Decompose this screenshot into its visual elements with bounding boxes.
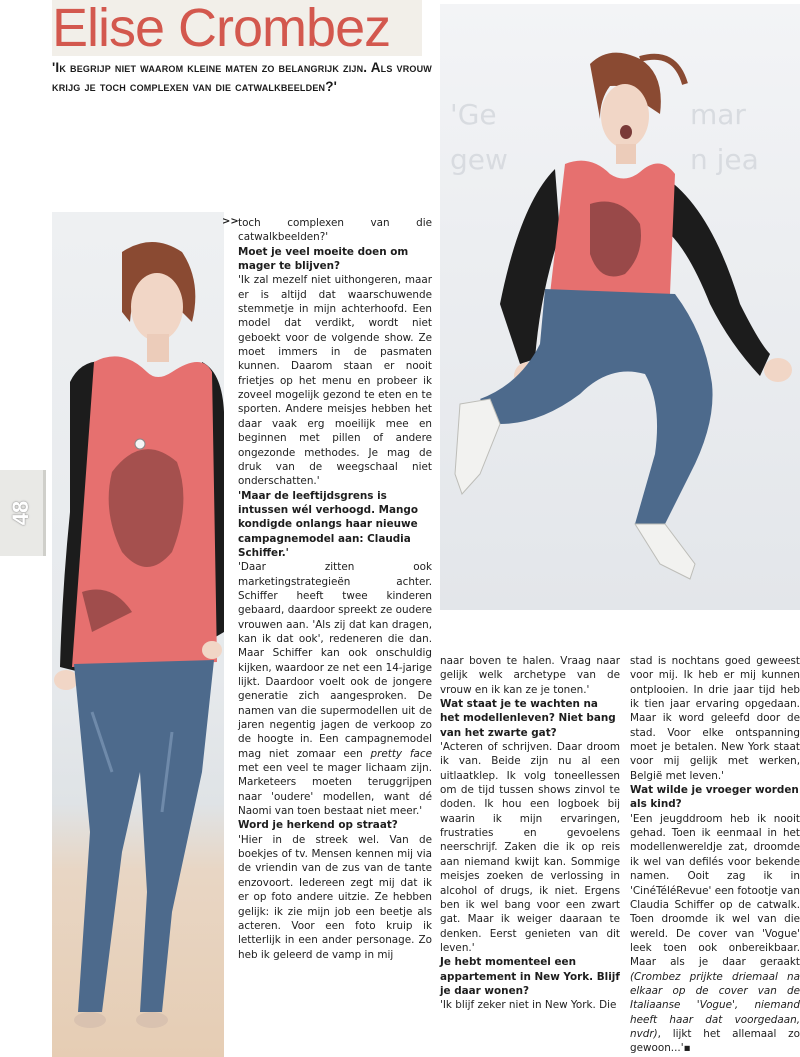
lead-paragraph: toch complexen van die catwalkbeelden?' xyxy=(238,217,432,244)
end-of-article-mark: ▪ xyxy=(683,1042,691,1055)
answer-6-end: , lijkt het allemaal zo gewoon...' xyxy=(630,1027,800,1055)
page-number: 48 xyxy=(8,500,34,526)
answer-2-end: met een veel te mager lichaam zijn. Marketeers moeten teruggrijpen naar 'oudere' modellen, want dé Naomi van toen bestaat niet meer.' xyxy=(238,762,432,818)
article-title: Elise Crombez xyxy=(52,0,422,56)
question-1: Moet je veel moeite doen om mager te blijven? xyxy=(238,245,409,273)
photo-jumping-model xyxy=(440,4,800,610)
answer-6-text: 'Een jeugddroom heb ik nooit gehad. Toen ik eenmaal in het modellenwereldje zat, droomde ik wel van defilés voor bekende namen. Ooit zag ik in 'CinéTéléRevue' een fotootje van Claudia Schiffer op de catwalk. Toen droomde ik wel van die wereld. De cover van 'Vogue' leek toen ook onbereikbaar. Maar als je daar geraakt xyxy=(630,812,800,969)
answer-6-italic: (Crombez prijkte driemaal na elkaar op de cover van de Italiaanse 'Vogue', niemand heeft haar dat voorgedaan, nvdr) xyxy=(630,970,800,1040)
answer-3: 'Hier in de streek wel. Van de boekjes of tv. Mensen kennen mij via de vriendin van de zus van de tante enzovoort. Iedereen zegt mij dat ik er op foto andere uitzie. Ze hebben gelijk: ik zie mijn job een beetje als acteren. Voor een foto kruip ik letterlijk in een ander personage. Zo heb ik geleerd de vamp in mij xyxy=(238,833,432,961)
answer-3-continued: naar boven te halen. Vraag naar gelijk welk archetype van de vrouw en ik kan ze je tonen.' xyxy=(440,655,620,696)
answer-5: 'Ik blijf zeker niet in New York. Die xyxy=(440,999,617,1012)
answer-2-text: 'Daar zitten ook marketingstrategieën achter. Schiffer heeft twee kinderen gebaard, daardoor spreekt ze oudere vrouwen aan. 'Als zij dat kan dragen, kan ik dat ook', redeneren die dan. Maar Schiffer kan ook onschuldig kijken, waardoor ze net een 14-jarige lijkt. Daardoor voelt ook de jongere generatie zich aangesproken. De namen van die supermodellen uit de jaren negentig jagen de verkoop zo de hoogte in. Een campagnemodel mag niet zomaar een xyxy=(238,561,432,760)
answer-6 xyxy=(630,812,800,1056)
page-number-tab xyxy=(0,470,46,556)
jumping-model-illustration xyxy=(440,4,800,610)
question-2: 'Maar de leeftijdsgrens is intussen wél verhoogd. Mango kondigde onlangs haar nieuwe campagnemodel aan: Claudia Schiffer.' xyxy=(238,489,418,559)
question-5: Je hebt momenteel een appartement in New York. Blijf je daar wonen? xyxy=(440,956,620,997)
svg-text:mar: mar xyxy=(690,98,746,131)
pull-quote: 'Ik begrijp niet waarom kleine maten zo belangrijk zijn. Als vrouw krijg je toch complexen van die catwalkbeelden?' xyxy=(52,60,433,94)
article-column-1 xyxy=(238,216,432,962)
question-6: Wat wilde je vroeger worden als kind? xyxy=(630,784,799,811)
svg-text:n jea: n jea xyxy=(690,143,759,176)
article-column-2 xyxy=(440,654,620,1013)
continuation-marker: >> xyxy=(222,216,239,227)
question-4: Wat staat je te wachten na het modellenleven? Niet bang van het zwarte gat? xyxy=(440,698,616,739)
question-3: Word je herkend op straat? xyxy=(238,819,398,832)
answer-4: 'Acteren of schrijven. Daar droom ik van. Beide zijn nu al een uitlaatklep. Ik volg toneellessen om de tijd tussen shows zinvol te doden. Ik hou een logboek bij waarin ik mijn ervaringen, frustraties en gevoelens neerschrijf. Zaken die ik op reis aan niemand kwijt kan. Sommige meisjes zoeken de verlossing in alcohol of drugs, ik niet. Ergens ben ik wel bang voor een zwart gat. Maar ik weiger daaraan te denken. Eerst genieten van dit leven.' xyxy=(440,741,620,954)
answer-2 xyxy=(238,560,432,818)
photo-standing-model xyxy=(52,212,224,1057)
standing-model-illustration xyxy=(52,212,224,1057)
svg-text:'Ge: 'Ge xyxy=(450,98,497,131)
answer-5-continued: stad is nochtans goed geweest voor mij. Ik heb er mij kunnen ontplooien. In drie jaar tijd heb ik tien jaar ervaring opgedaan. Maar ik word geleefd door de stad. Voor elke ontspanning moet je betalen. New York staat voor mij gelijk met werken, België met leven.' xyxy=(630,655,800,782)
svg-text:gew: gew xyxy=(450,143,508,176)
answer-2-italic: pretty face xyxy=(370,747,432,760)
article-column-3 xyxy=(630,654,800,1056)
answer-1: 'Ik zal mezelf niet uithongeren, maar er is altijd dat waarschuwende stemmetje in mijn achterhoofd. Een model dat verdikt, wordt niet geboekt voor de volgende show. Ze moet immers in de pasmaten kunnen. Daarom staan er nooit frietjes op het menu en probeer ik zoveel mogelijk gezond te eten en te sporten. Andere meisjes hebben het daar vaak erg moeilijk mee en beginnen met pillen of andere ongezonde methodes. Je mag de druk van de weegschaal niet onderschatten.' xyxy=(238,274,432,488)
